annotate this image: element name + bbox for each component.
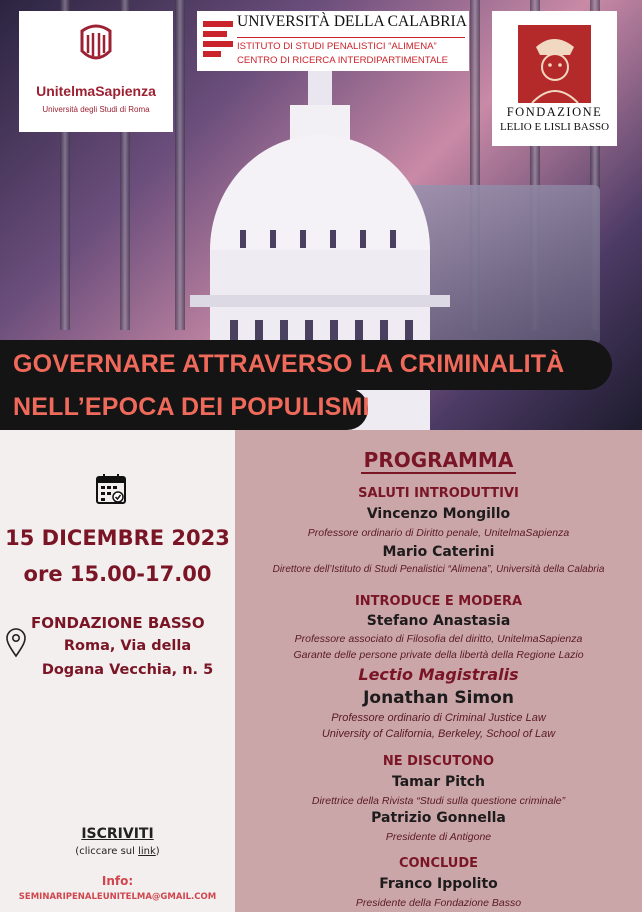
event-title-line1: GOVERNARE ATTRAVERSO LA CRIMINALITÀ	[13, 350, 565, 378]
speaker-name: Vincenzo Mongillo	[366, 506, 511, 522]
register-heading[interactable]	[0, 826, 235, 842]
section-introduce-title: INTRODUCE E MODERA	[354, 594, 523, 609]
event-title-line2: NELL’EPOCA DEI POPULISMI	[13, 393, 370, 421]
speaker-name: Stefano Anastasia	[366, 613, 511, 629]
register-note	[0, 846, 235, 857]
program-heading	[235, 448, 642, 472]
speaker-name: Franco Ippolito	[379, 876, 498, 892]
speaker-role: Direttore dell’Istituto di Studi Penalistici “Alimena”, Università della Calabria	[272, 564, 605, 575]
register-link-text[interactable]: ISCRIVITI	[81, 826, 154, 842]
section-saluti-title: SALUTI INTRODUTTIVI	[358, 486, 519, 501]
register-note-prefix: (cliccare sul	[75, 846, 139, 857]
unical-divider	[237, 37, 465, 38]
unitelma-name: UnitelmaSapienza	[36, 83, 156, 99]
contact-email[interactable]: SEMINARIPENALEUNITELMA@GMAIL.COM	[18, 892, 217, 902]
register-note-suffix: )	[155, 846, 160, 857]
basso-portrait-icon	[518, 25, 591, 103]
unitelma-subtitle: Università degli Studi di Roma	[42, 105, 150, 114]
unitelma-emblem-icon	[76, 23, 116, 65]
unitelma-logo	[19, 11, 173, 132]
speaker-name: Mario Caterini	[382, 544, 495, 560]
address-line2: Dogana Vecchia, n. 5	[41, 662, 214, 678]
program-heading-text: PROGRAMMA	[361, 448, 517, 474]
event-date: 15 DICEMBRE 2023	[5, 526, 230, 550]
calendar-icon	[95, 473, 127, 505]
basso-line1: FONDAZIONE	[506, 105, 603, 119]
unical-emblem-icon	[201, 17, 235, 61]
venue-name: FONDAZIONE BASSO	[31, 614, 205, 632]
speaker-role: Presidente di Antigone	[385, 831, 492, 843]
speaker-role: Direttrice della Rivista “Studi sulla questione criminale”	[311, 795, 566, 807]
event-time: ore 15.00-17.00	[23, 562, 212, 586]
section-discutono-title: NE DISCUTONO	[382, 754, 495, 769]
section-conclude-title: CONCLUDE	[398, 856, 479, 871]
fondazione-basso-logo	[492, 11, 617, 146]
speaker-name: Patrizio Gonnella	[371, 810, 506, 826]
unical-name: UNIVERSITÀ DELLA CALABRIA	[237, 13, 467, 30]
event-info-panel	[0, 430, 235, 912]
speaker-role: Garante delle persone private della libertà della Regione Lazio	[293, 649, 584, 661]
speaker-role: Professore associato di Filosofia del diritto, UnitelmaSapienza	[294, 633, 583, 645]
address-line1: Roma, Via della	[63, 638, 192, 654]
speaker-role: Professore ordinario di Criminal Justice Law	[331, 712, 546, 724]
speaker-role: University of California, Berkeley, School of Law	[321, 728, 556, 740]
section-lectio-title: Lectio Magistralis	[358, 665, 519, 684]
keynote-speaker-name: Jonathan Simon	[363, 688, 514, 708]
program-panel	[235, 430, 642, 912]
unical-institute: ISTITUTO DI STUDI PENALISTICI “ALIMENA”	[237, 41, 437, 52]
speaker-name: Tamar Pitch	[391, 774, 486, 790]
speaker-role: Professore ordinario di Diritto penale, UnitelmaSapienza	[307, 527, 570, 539]
speaker-role: Presidente della Fondazione Basso	[355, 897, 522, 909]
unical-center: CENTRO DI RICERCA INTERDIPARTIMENTALE	[237, 55, 449, 66]
unical-logo	[197, 11, 469, 71]
register-link[interactable]: link	[138, 846, 156, 857]
basso-line2: LELIO E LISLI BASSO	[499, 121, 610, 133]
info-label: Info:	[101, 874, 134, 888]
portrait-icon	[518, 25, 591, 103]
